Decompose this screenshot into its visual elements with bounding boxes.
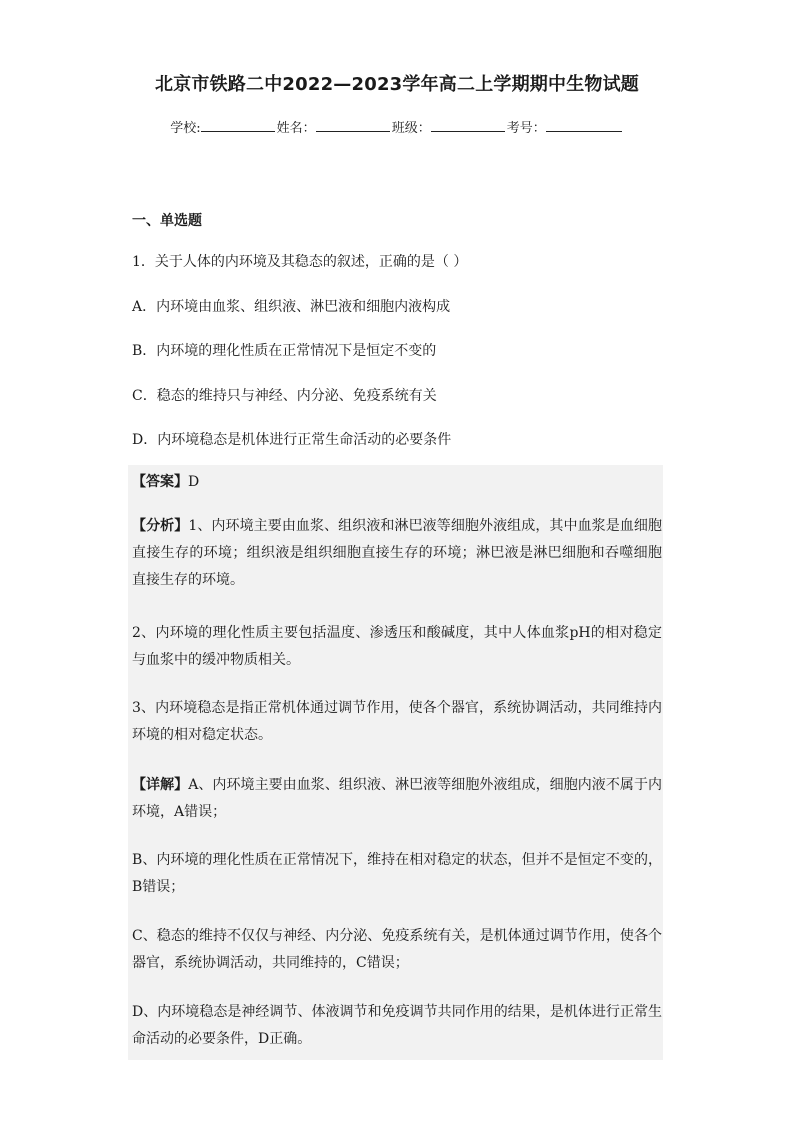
detail-paragraph-c: C、稳态的维持不仅仅与神经、内分泌、免疫系统有关，是机体通过调节作用，使各个器官，系统协调活动，共同维持的，C错误；: [132, 928, 662, 971]
detail-paragraph-d: D、内环境稳态是神经调节、体液调节和免疫调节共同作用的结果，是机体进行正常生命活动的必要条件，D正确。: [132, 1004, 662, 1047]
detail-tag: 【详解】: [132, 777, 189, 793]
school-label: 学校:: [170, 121, 201, 136]
question-stem: 1．关于人体的内环境及其稳态的叙述，正确的是（ ）: [132, 254, 468, 270]
class-blank[interactable]: [431, 119, 505, 132]
analysis-tag: 【分析】: [132, 518, 189, 534]
student-info-line: [0, 117, 794, 136]
school-blank[interactable]: [201, 119, 275, 132]
analysis-paragraph-2: 2、内环境的理化性质主要包括温度、渗透压和酸碱度，其中人体血浆pH的相对稳定与血浆中的缓冲物质相关。: [132, 625, 662, 668]
analysis-paragraph-3: 3、内环境稳态是指正常机体通过调节作用，使各个器官，系统协调活动，共同维持内环境的相对稳定状态。: [132, 700, 662, 743]
option-a: A．内环境由血浆、组织液、淋巴液和细胞内液构成: [132, 299, 451, 315]
exam-title: 北京市铁路二中2022—2023学年高二上学期期中生物试题: [155, 74, 639, 95]
answer-tag: 【答案】: [132, 474, 188, 490]
exam-no-blank[interactable]: [546, 119, 622, 132]
name-blank[interactable]: [316, 119, 390, 132]
option-d: D．内环境稳态是机体进行正常生命活动的必要条件: [132, 432, 452, 448]
analysis-text-1: 1、内环境主要由血浆、组织液和淋巴液等细胞外液组成，其中血浆是血细胞直接生存的环境；组织液是组织细胞直接生存的环境；淋巴液是淋巴细胞和吞噬细胞直接生存的环境。: [132, 518, 663, 588]
detail-paragraph-b: B、内环境的理化性质在正常情况下，维持在相对稳定的状态，但并不是恒定不变的，B错误；: [132, 852, 662, 895]
class-label: 班级：: [391, 121, 431, 136]
detail-text-a: A、内环境主要由血浆、组织液、淋巴液等细胞外液组成，细胞内液不属于内环境，A错误；: [132, 777, 663, 820]
answer-value: D: [188, 474, 200, 490]
answer-line: [132, 469, 662, 496]
analysis-paragraph-1: [132, 513, 662, 594]
exam-no-label: 考号：: [506, 121, 546, 136]
option-b: B．内环境的理化性质在正常情况下是恒定不变的: [132, 343, 437, 359]
name-label: 姓名：: [276, 121, 316, 136]
detail-paragraph-a: [132, 772, 662, 826]
section-heading: 一、单选题: [132, 213, 202, 229]
option-c: C．稳态的维持只与神经、内分泌、免疫系统有关: [132, 388, 437, 404]
